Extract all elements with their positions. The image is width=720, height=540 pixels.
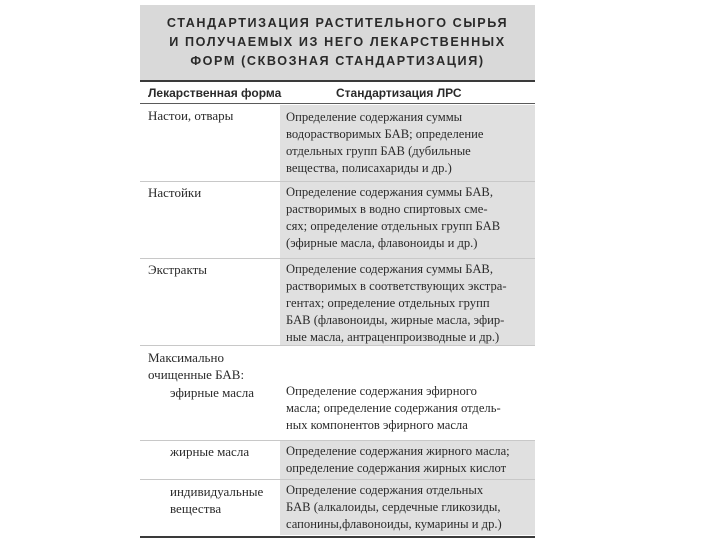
table-row xyxy=(140,346,535,440)
std-line: масла; определение содержания отдель- xyxy=(286,401,501,415)
dosage-form-cell xyxy=(148,349,276,383)
title-line-1: СТАНДАРТИЗАЦИЯ РАСТИТЕЛЬНОГО СЫРЬЯ xyxy=(166,16,509,30)
table-row xyxy=(140,259,535,345)
std-line: Определение содержания суммы БАВ, xyxy=(286,185,493,199)
dosage-subform-cell xyxy=(170,483,276,517)
table-row xyxy=(140,105,535,181)
dosage-subform-cell: эфирные масла xyxy=(170,385,255,400)
table-row xyxy=(140,182,535,258)
std-line: Определение содержания суммы БАВ, xyxy=(286,262,493,276)
std-line: водорастворимых БАВ; определение xyxy=(286,127,484,141)
dosage-subform-line: индивидуальные xyxy=(170,484,264,499)
std-line: ных компонентов эфирного масла xyxy=(286,418,468,432)
standardization-cell xyxy=(280,259,535,345)
table-row xyxy=(140,441,535,479)
standardization-cell xyxy=(280,105,535,181)
dosage-subform-line: вещества xyxy=(170,501,222,516)
standardization-cell xyxy=(280,346,535,440)
header-standardization: Стандартизация ЛРС xyxy=(336,86,462,100)
std-line: вещества, полисахариды и др.) xyxy=(286,161,452,175)
std-line: Определение содержания жирного масла; xyxy=(286,444,510,458)
standardization-cell xyxy=(280,441,535,479)
title-line-2: И ПОЛУЧАЕМЫХ ИЗ НЕГО ЛЕКАРСТВЕННЫХ xyxy=(169,35,506,49)
std-line: отдельных групп БАВ (дубильные xyxy=(286,144,471,158)
table-bottom-rule xyxy=(140,536,535,538)
header-top-rule xyxy=(140,80,535,82)
std-line: Определение содержания эфирного xyxy=(286,384,477,398)
dosage-form-cell: Экстракты xyxy=(148,262,208,277)
table-row xyxy=(140,480,535,535)
dosage-subform-cell: жирные масла xyxy=(170,444,250,459)
std-line: гентах; определение отдельных групп xyxy=(286,296,490,310)
document-page xyxy=(140,0,535,540)
std-line: растворимых в соответствующих экстра- xyxy=(286,279,507,293)
std-line: сапонины,флавоноиды, кумарины и др.) xyxy=(286,517,502,531)
std-line: ные масла, антраценпроизводные и др.) xyxy=(286,330,500,344)
standardization-cell xyxy=(280,480,535,535)
title-line-3: ФОРМ (СКВОЗНАЯ СТАНДАРТИЗАЦИЯ) xyxy=(190,54,485,68)
standardization-cell xyxy=(280,182,535,258)
std-line: определение содержания жирных кислот xyxy=(286,461,507,475)
dosage-form-cell: Настои, отвары xyxy=(148,108,234,123)
document-title xyxy=(140,5,535,80)
dosage-form-line: Максимально xyxy=(148,350,224,365)
header-bottom-rule xyxy=(140,103,535,104)
dosage-form-line: очищенные БАВ: xyxy=(148,367,245,382)
dosage-form-cell: Настойки xyxy=(148,185,202,200)
std-line: Определение содержания суммы xyxy=(286,110,463,124)
std-line: растворимых в водно спиртовых сме- xyxy=(286,202,488,216)
std-line: БАВ (флавоноиды, жирные масла, эфир- xyxy=(286,313,505,327)
std-line: (эфирные масла, флавоноиды и др.) xyxy=(286,236,478,250)
std-line: сях; определение отдельных групп БАВ xyxy=(286,219,501,233)
std-line: БАВ (алкалоиды, сердечные гликозиды, xyxy=(286,500,501,514)
header-dosage-form: Лекарственная форма xyxy=(148,86,282,100)
std-line: Определение содержания отдельных xyxy=(286,483,484,497)
